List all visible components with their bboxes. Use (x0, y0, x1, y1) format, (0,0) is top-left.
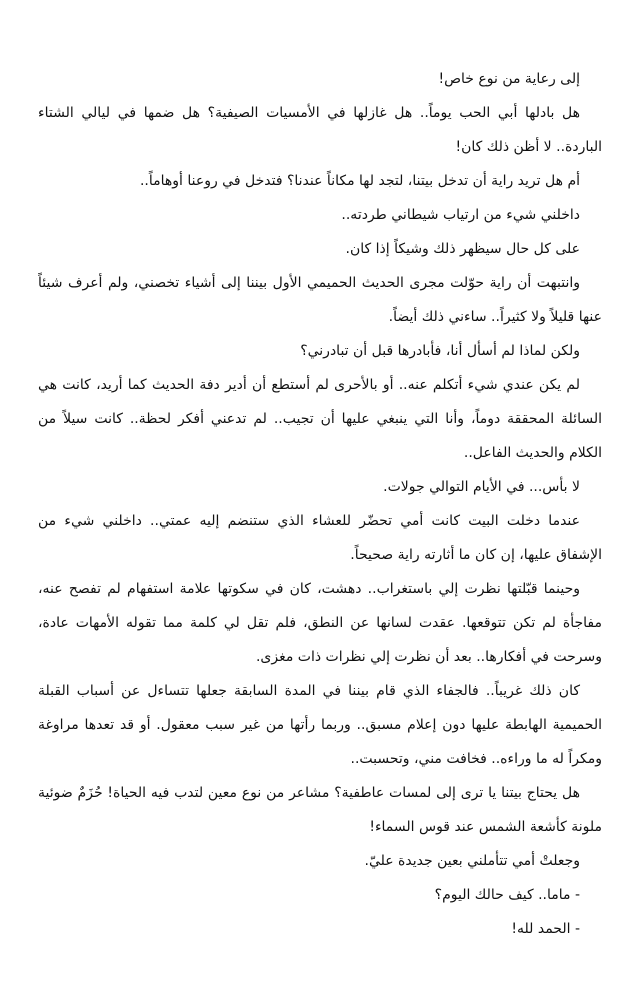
document-page (38, 62, 602, 1000)
paragraph: إلى رعاية من نوع خاص! (438, 71, 580, 87)
paragraph: وجعلتْ أمي تتأملني بعين جديدة عليّ. (364, 853, 580, 869)
paragraph: ولكن لماذا لم أسأل أنا، فأبادرها قبل أن تبادرني؟ (300, 343, 580, 359)
paragraph: أم هل تريد راية أن تدخل بيتنا، لتجد لها مكاناً عندنا؟ فتدخل في روعنا أوهاماً.. (139, 173, 580, 189)
paragraph: على كل حال سيظهر ذلك وشيكاً إذا كان. (345, 241, 580, 257)
paragraph: وحينما قبّلتها نظرت إلي باستغراب.. دهشت، كان في سكوتها علامة استفهام لم تفصح عنه، مفاجأة لم تكن تتوقعها. عقدت لسانها عن النطق، فلم تقل لي كلمة مما تقوله الأمهات عادة، وسرحت في أفكارها.. بعد أن نظرت إلي نظرات ذات مغزى. (38, 581, 602, 665)
paragraph: داخلني شيء من ارتياب شيطاني طردته.. (341, 207, 580, 223)
paragraph: لا بأس... في الأيام التوالي جولات. (383, 479, 580, 495)
paragraph: هل يحتاج بيتنا يا ترى إلى لمسات عاطفية؟ مشاعر من نوع معين لتدب فيه الحياة! حُزَمٌ ضوئية ملونة كأشعة الشمس عند قوس السماء! (38, 785, 602, 835)
dialogue-line: - الحمد لله! (511, 921, 580, 937)
paragraph: لم يكن عندي شيء أتكلم عنه.. أو بالأحرى لم أستطع أن أدير دفة الحديث كما أريد، كانت هي السائلة المحققة دوماً، وأنا التي ينبغي عليها أن تجيب.. لم تدعني أفكر لحظة.. كانت سيلاً من الكلام والحديث الفاعل.. (38, 377, 602, 461)
paragraph: كان ذلك غريباً.. فالجفاء الذي قام بيننا في المدة السابقة جعلها تتساءل عن أسباب القبلة الحميمية الهابطة عليها دون إعلام مسبق.. وربما رأتها من غير سبب معقول. أو قد تعدها مراوغة ومكراً له ما وراءه.. فخافت مني، وتحسبت.. (38, 683, 602, 767)
paragraph: وانتبهت أن راية حوّلت مجرى الحديث الحميمي الأول بيننا إلى أشياء تخصني، ولم أعرف شيئاً عنها قليلاً ولا كثيراً.. ساءني ذلك أيضاً. (38, 275, 602, 325)
paragraph: عندما دخلت البيت كانت أمي تحضّر للعشاء الذي ستنضم إليه عمتي.. داخلني شيء من الإشفاق عليها، إن كان ما أثارته راية صحيحاً. (38, 513, 602, 563)
dialogue-line: - ماما.. كيف حالك اليوم؟ (434, 887, 580, 903)
paragraph: هل بادلها أبي الحب يوماً.. هل غازلها في الأمسيات الصيفية؟ هل ضمها في ليالي الشتاء الباردة.. لا أظن ذلك كان! (38, 105, 602, 155)
